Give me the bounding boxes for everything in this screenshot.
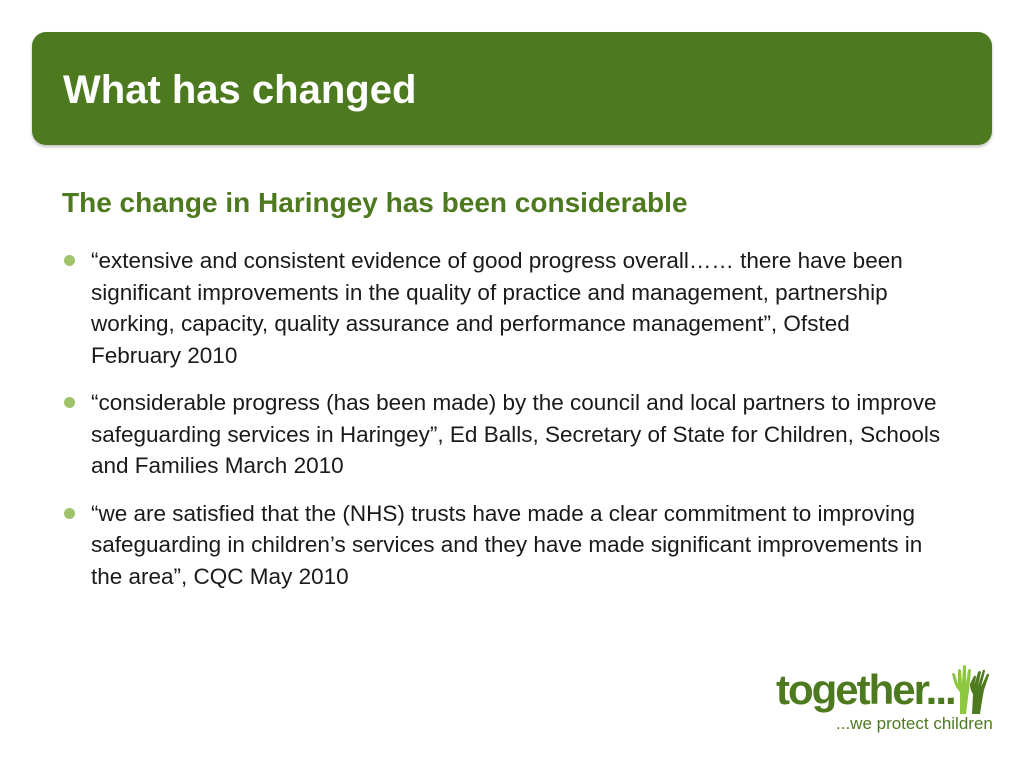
bullet-dot-icon: [64, 255, 75, 266]
bullet-list: [62, 245, 942, 608]
slide-title: What has changed: [63, 68, 417, 112]
title-bar: [32, 32, 992, 145]
slide-subtitle: The change in Haringey has been considerable: [62, 187, 688, 218]
raised-hands-icon: [946, 662, 992, 714]
logo-tagline: ...we protect children: [836, 714, 993, 733]
together-logo: [776, 662, 994, 742]
bullet-text: “we are satisfied that the (NHS) trusts have made a clear commitment to improving safeguarding in children’s services and they have made significant improvements in the area”, CQC May 2010: [91, 500, 923, 589]
bullet-text: “extensive and consistent evidence of good progress overall…… there have been significant improvements in the quality of practice and management, partnership working, capacity, quality assurance and performance management”, Ofsted February 2010: [91, 248, 903, 368]
bullet-item: [62, 498, 942, 593]
bullet-text: “considerable progress (has been made) by the council and local partners to improve safeguarding services in Haringey”, Ed Balls, Secretary of State for Children, Schools and Families March 2010: [91, 390, 941, 478]
bullet-item: [62, 387, 942, 482]
bullet-item: [62, 245, 942, 371]
bullet-dot-icon: [64, 397, 75, 408]
logo-wordmark: together...: [776, 666, 955, 713]
bullet-dot-icon: [64, 508, 75, 519]
